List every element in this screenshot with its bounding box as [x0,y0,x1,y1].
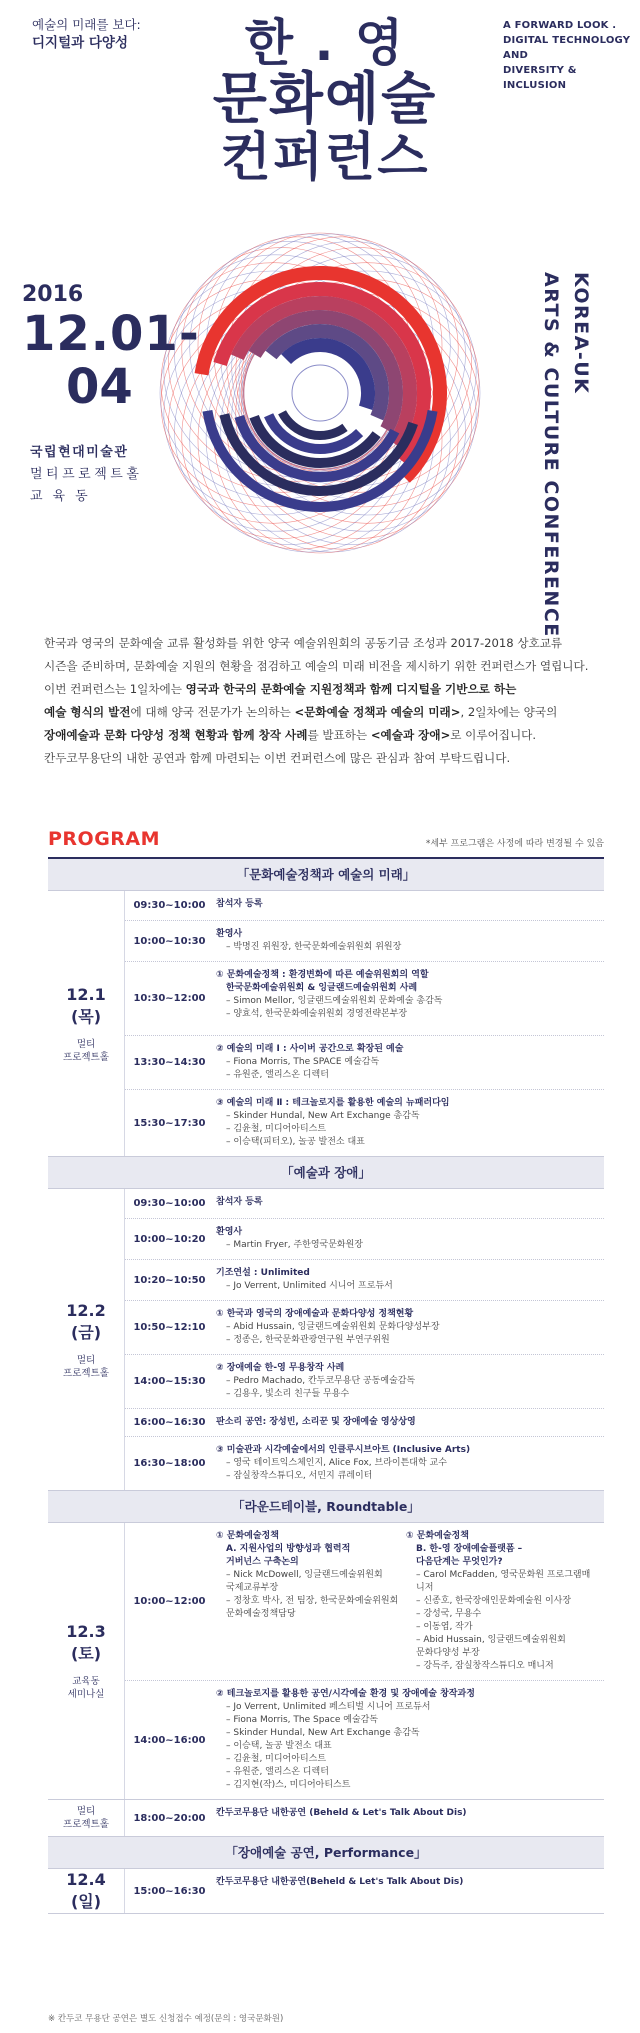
day-weekday: (금) [70,1322,102,1342]
speaker-line: – Martin Fryer, 주한영국문화원장 [226,1240,363,1250]
speaker-line: 문화다양성 부장 [416,1648,480,1658]
roundtable-columns [216,1530,596,1673]
session-title-bar: 「예술과 장애」 [48,1157,604,1189]
event-venue [30,442,142,508]
speaker-line: – 유원준, 앨리스온 디렉터 [226,1767,329,1777]
day-column [48,1189,125,1490]
speaker-line: – Fiona Morris, The Space 예술감독 [226,1715,379,1725]
speaker-line: – 박명진 위원장, 한국문화예술위원회 위원장 [226,942,402,952]
program-day [48,1869,604,1914]
intro-line [44,724,604,747]
intro-line [44,747,604,770]
vertical-title-line-1: KOREA-UK [570,272,592,395]
session-row [125,1301,604,1355]
session-heading: ③ 예술의 미래 Ⅱ : 테크놀로지를 활용한 예술의 뉴패러다임 [216,1098,450,1108]
roundtable-column [406,1530,596,1673]
session-content [214,1189,604,1218]
day-location [68,1675,105,1701]
speaker-line: – 영국 테이트익스체인지, Alice Fox, 브라이튼대학 교수 [226,1458,447,1468]
main-title [185,16,465,187]
session-content [214,1523,604,1680]
location-line: 세미나실 [67,1689,105,1700]
speaker-line: – 강성국, 무용수 [416,1609,482,1619]
session-heading: 참석자 등록 [216,899,263,909]
session-content [214,1437,604,1490]
intro-text-run: 칸두코무용단의 내한 공연과 함께 마련되는 이번 컨퍼런스에 많은 관심과 참여 부탁드립니다. [44,751,511,765]
session-row [125,1409,604,1437]
intro-emphasis: 장애예술과 문화 다양성 정책 현황과 함께 창작 사례 [44,728,308,742]
session-content [214,1219,604,1259]
center-ring [286,359,354,427]
session-content [214,1409,604,1436]
speaker-line: – Jo Verrent, Unlimited 페스티벌 시니어 프로듀서 [226,1702,431,1712]
day-column [48,1523,125,1799]
session-time: 18:00~20:00 [133,1812,206,1824]
session-time: 10:20~10:50 [133,1274,206,1286]
day-column [48,1869,125,1913]
intro-text-run: 를 발표하는 [307,728,371,742]
session-time: 13:30~14:30 [133,1057,206,1068]
event-dates [22,282,200,413]
session-heading: 환영사 [216,1227,243,1237]
session-title-bar: 「장애예술 공연, Performance」 [48,1837,604,1869]
session-heading: 거버넌스 구축논의 [226,1557,299,1567]
session-content [214,1301,604,1354]
session-time: 10:00~12:00 [133,1596,206,1607]
session-row [125,1681,604,1799]
session-time: 09:30~10:00 [133,1198,206,1209]
session-rows [125,891,604,1156]
intro-line [44,678,604,701]
session-content [214,1869,604,1913]
session-heading: 참석자 등록 [216,1197,263,1207]
session-time: 09:30~10:00 [133,900,206,911]
speaker-line: – Abid Hussain, 잉글랜드예술위원회 문화다양성부장 [226,1322,440,1332]
event-date-start: 12.01- [22,306,200,362]
speaker-line: – 정창호 박사, 전 팀장, 한국문화예술위원회 문화예술정책담당 [226,1596,399,1619]
location-line: 프로젝트홀 [63,1367,109,1379]
day-location [63,1805,109,1831]
session-content [214,1800,604,1836]
intro-line [44,701,604,724]
intro-text-run: 로 이루어집니다. [450,728,537,742]
session-heading: ② 예술의 미래 Ⅰ : 사이버 공간으로 확장된 예술 [216,1044,404,1054]
session-heading: ① 문화예술정책 : 환경변화에 따른 예술위원회의 역할 [216,970,429,980]
intro-text-run: 시즌을 준비하며, 문화예술 지원의 현황을 점검하고 예술의 미래 비전을 제시하기 위한 컨퍼런스가 열립니다. [44,659,589,673]
session-heading: ① 문화예술정책 [406,1531,469,1541]
day-date: 12.2 [66,1300,106,1320]
title-line-3: 컨퍼런스 [220,128,430,189]
speaker-line: – 유원준, 앨리스온 디렉터 [226,1070,329,1080]
session-row [125,1869,604,1913]
intro-emphasis: <예술과 장애> [370,728,451,742]
speaker-line: – Nick McDowell, 잉글랜드예술위원회 [226,1570,383,1580]
speaker-line: – 양효석, 한국문화예술위원회 경영전략본부장 [226,1009,408,1019]
speaker-line: – Pedro Machado, 칸두코무용단 공동예술감독 [226,1376,416,1386]
session-time: 15:30~17:30 [133,1117,206,1129]
event-year: 2016 [22,282,84,307]
program-day [48,891,604,1157]
location-line: 프로젝트홀 [63,1051,109,1063]
session-row [125,1036,604,1090]
intro-emphasis: 예술 형식의 발전 [44,705,131,719]
session-content [214,891,604,920]
session-content [214,1090,604,1156]
speaker-line: – 김윤철, 미디어아티스트 [226,1124,327,1134]
day-weekday: (일) [70,1892,102,1911]
day-location [63,1354,109,1380]
session-heading: 다음단계는 무엇인가? [416,1557,503,1567]
intro-text-run: , 2일차에는 양국의 [460,705,558,719]
vertical-title-line-2: ARTS & CULTURE CONFERENCE [540,272,562,638]
day-date: 12.1 [66,984,106,1004]
session-title-bar: 「문화예술정책과 예술의 미래」 [48,859,604,891]
center-ring-inner [292,365,348,421]
session-heading: 한국문화예술위원회 & 잉글랜드예술위원회 사례 [226,983,418,993]
location-line: 멀티 [76,1806,96,1817]
session-row [125,1260,604,1301]
session-heading: ③ 미술관과 시각예술에서의 인클루시브아트 (Inclusive Arts) [216,1445,471,1455]
program-title: PROGRAM [48,828,161,850]
venue-line-1: 국립현대미술관 [30,445,129,460]
speaker-line: 국제교류부장 [226,1583,279,1593]
session-time: 14:00~15:30 [133,1376,206,1387]
speaker-line: – 이승택, 놀공 발전소 대표 [226,1741,332,1751]
location-line: 교육동 [72,1676,100,1687]
day-column [48,1800,125,1836]
speaker-line: – Simon Mellor, 잉글랜드예술위원회 문화예술 총감독 [226,996,443,1006]
session-heading: 판소리 공연: 장성빈, 소리꾼 및 장애예술 영상상영 [216,1417,416,1427]
session-heading: 칸두코무용단 내한공연 (Beheld & Let's Talk About Dis) [216,1808,467,1818]
speaker-line: – 김용우, 빛소리 친구들 무용수 [226,1389,350,1399]
title-line-2: 문화예술 [212,67,438,132]
session-row [125,1189,604,1219]
intro-text-run: 에 대해 양국 전문가가 논의하는 [130,705,295,719]
vertical-english-title [540,272,600,638]
session-time: 16:30~18:00 [133,1458,206,1469]
speaker-line: – Skinder Hundal, New Art Exchange 총감독 [226,1728,420,1738]
speaker-line: – 이동엽, 작가 [416,1622,473,1632]
footnote: ※ 칸두코 무용단 공연은 별도 신청접수 예정(문의 : 영국문화원) [48,2014,284,2024]
english-tagline-line-2: DIGITAL TECHNOLOGY AND [503,35,631,61]
intro-emphasis: 영국과 한국의 문화예술 지원정책과 함께 디지털을 기반으로 하는 [185,682,517,696]
speaker-line: – Fiona Morris, The SPACE 예술감독 [226,1057,380,1067]
english-tagline-line-3: DIVERSITY & INCLUSION [503,65,577,91]
session-rows [125,1523,604,1799]
speaker-line: – 이승택(피터오), 놀공 발전소 대표 [226,1137,365,1147]
session-heading: A. 지원사업의 방향성과 협력적 [226,1544,351,1554]
day-column [48,891,125,1156]
day-location [63,1038,109,1064]
event-date-end: 04 [66,359,133,415]
intro-text-run: 이번 컨퍼런스는 1일차에는 [44,682,186,696]
session-row [125,1219,604,1260]
session-time: 10:30~12:00 [133,993,206,1004]
session-content [214,921,604,961]
english-tagline-line-1: A FORWARD LOOK . [503,20,617,31]
session-row [125,921,604,962]
day-date: 12.3 [66,1622,106,1641]
location-line: 멀티 [76,1038,96,1050]
program-header [48,828,604,850]
session-heading: B. 한-영 장애예술플랫폼 – [416,1544,523,1554]
session-time: 10:50~12:10 [133,1322,206,1333]
speaker-line: – Carol McFadden, 영국문화원 프로그램매니저 [416,1570,591,1593]
location-line: 프로젝트홀 [63,1819,109,1830]
location-line: 멀티 [76,1354,96,1366]
session-rows [125,1800,604,1836]
program-day [48,1523,604,1800]
speaker-line: – 김지현(작)스, 미디어아티스트 [226,1780,351,1790]
session-content [214,962,604,1035]
session-time: 16:00~16:30 [133,1417,206,1428]
session-row [125,1523,604,1681]
hero-section [0,0,640,638]
session-content [214,1681,604,1799]
session-heading: 칸두코무용단 내한공연(Beheld & Let's Talk About Dis) [216,1877,464,1887]
day-date: 12.4 [66,1870,106,1889]
session-rows [125,1869,604,1913]
day-weekday: (목) [70,1006,102,1026]
session-content [214,1260,604,1300]
session-row [125,1090,604,1156]
session-heading: ② 장애예술 한-영 무용창작 사례 [216,1363,345,1373]
tagline-line-1: 예술의 미래를 보다: [32,17,141,32]
title-line-1: 한 . 영 [244,14,406,72]
korean-tagline [32,16,141,52]
speaker-line: – 잠실창작스튜디오, 서민지 큐레이터 [226,1471,373,1481]
speaker-line: – Jo Verrent, Unlimited 시니어 프로듀서 [226,1281,393,1291]
session-rows [125,1189,604,1490]
intro-line [44,655,604,678]
session-heading: 환영사 [216,929,243,939]
session-row [125,1437,604,1490]
program-note: *세부 프로그램은 사정에 따라 변경될 수 있음 [425,839,604,849]
session-heading: ① 한국과 영국의 장애예술과 문화다양성 정책현황 [216,1309,414,1319]
session-title-bar: 「라운드테이블, Roundtable」 [48,1491,604,1523]
intro-line [44,632,604,655]
speaker-line: – 김윤철, 미디어아티스트 [226,1754,327,1764]
roundtable-column [216,1530,406,1673]
tagline-line-2: 디지털과 다양성 [32,35,128,51]
intro-emphasis: <문화예술 정책과 예술의 미래> [294,705,461,719]
venue-line-3: 교육동 [30,489,98,504]
session-row [125,962,604,1036]
session-time: 10:00~10:30 [133,935,206,947]
session-heading: 기조연설 : Unlimited [216,1268,310,1278]
session-heading: ② 테크놀로지를 활용한 공연/시각예술 환경 및 장애예술 창작과정 [216,1689,475,1699]
program-day [48,1189,604,1491]
english-tagline [503,18,640,93]
day-weekday: (토) [70,1644,102,1663]
speaker-line: – 신종호, 한국장애인문화예술원 이사장 [416,1596,572,1606]
session-time: 14:00~16:00 [133,1734,206,1746]
session-heading: ① 문화예술정책 [216,1531,279,1541]
session-row [125,1800,604,1836]
intro-text [44,632,604,770]
session-time: 15:00~16:30 [133,1885,206,1897]
intro-text-run: 한국과 영국의 문화예술 교류 활성화를 위한 양국 예술위원회의 공동기금 조성과 2017-2018 상호교류 [44,636,563,650]
program-table [48,857,604,1914]
speaker-line: – Skinder Hundal, New Art Exchange 총감독 [226,1111,420,1121]
program-day [48,1800,604,1837]
speaker-line: – 정종은, 한국문화관광연구원 부연구위원 [226,1335,390,1345]
session-time: 10:00~10:20 [133,1233,206,1245]
speaker-line: – Abid Hussain, 잉글랜드예술위원회 [416,1635,566,1645]
speaker-line: – 강득주, 잠실창작스튜디오 매니저 [416,1661,554,1671]
session-row [125,1355,604,1409]
venue-line-2: 멀티프로젝트홀 [30,467,143,482]
session-row [125,891,604,921]
session-content [214,1355,604,1408]
session-content [214,1036,604,1089]
